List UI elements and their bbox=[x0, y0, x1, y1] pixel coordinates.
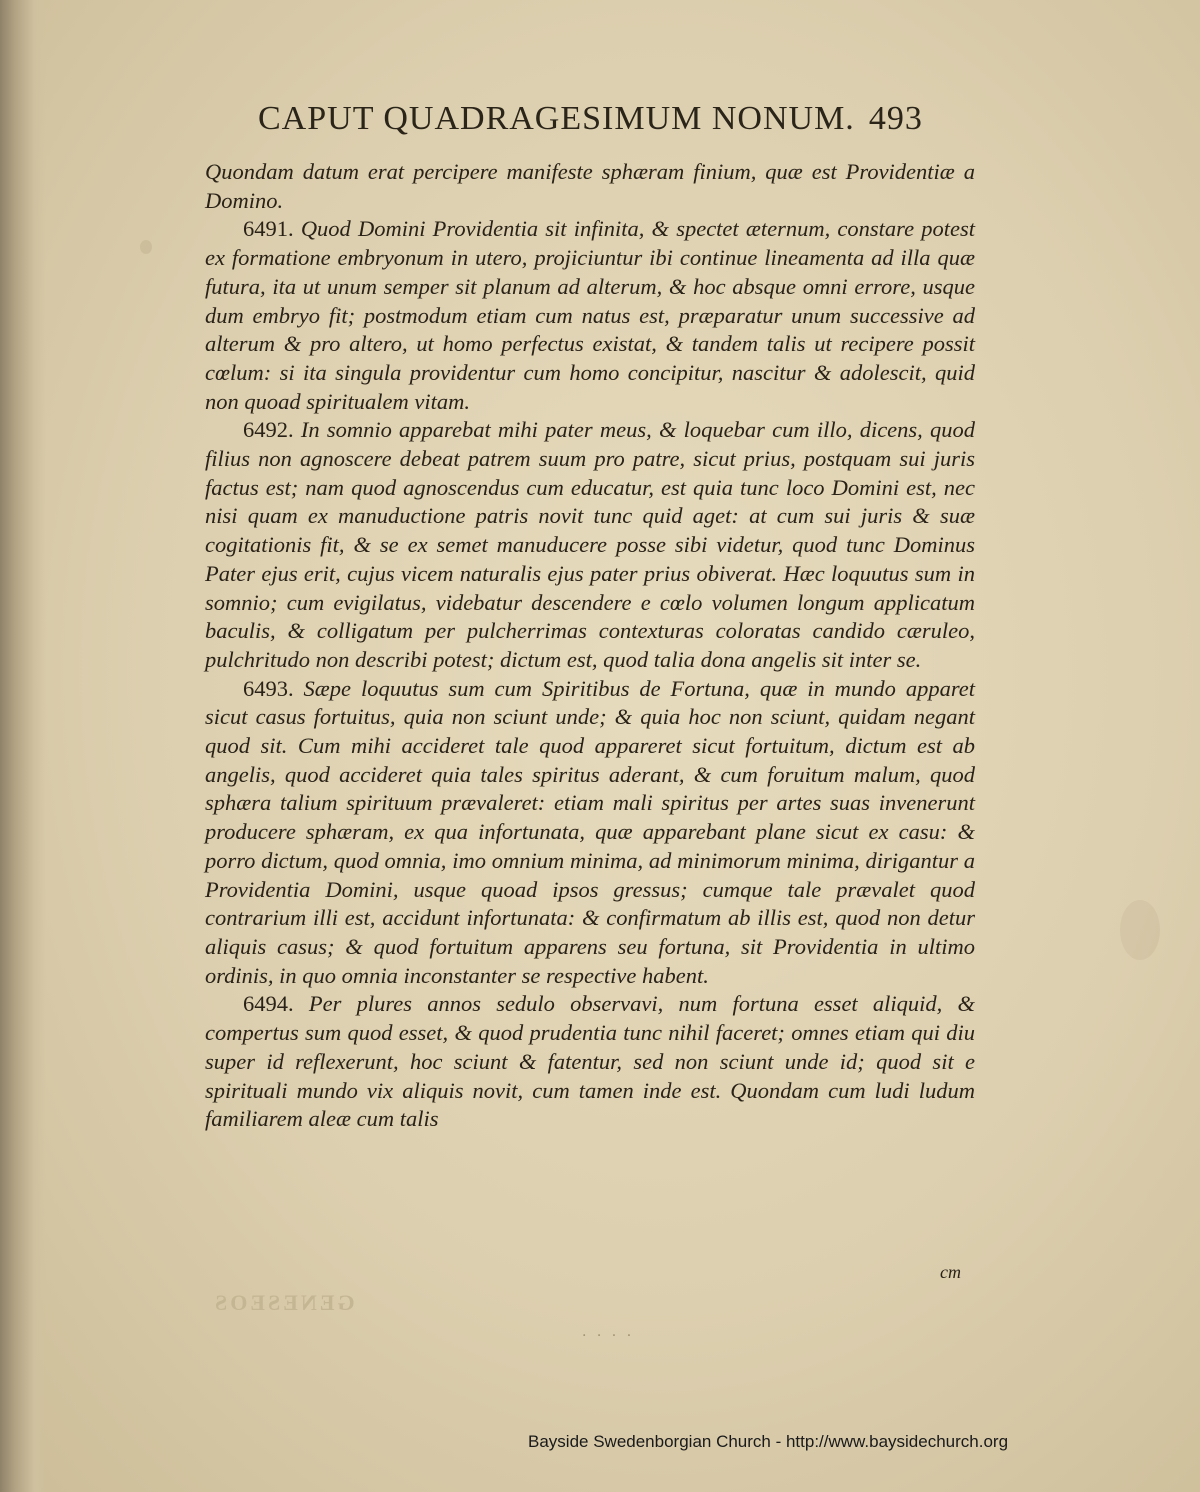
paragraph bbox=[205, 215, 975, 416]
paragraph bbox=[205, 158, 975, 215]
paragraph bbox=[205, 990, 975, 1134]
page-number: 493 bbox=[868, 100, 923, 137]
catchword: cm bbox=[940, 1262, 961, 1282]
paragraph-number: 6491. bbox=[243, 216, 294, 242]
paragraph bbox=[205, 416, 975, 674]
paragraph-text: Quondam datum erat percipere manifeste sphæram finium, quæ est Providentiæ a Domino. bbox=[205, 159, 975, 213]
binding-gutter bbox=[0, 0, 46, 1492]
paragraph-text: Per plures annos sedulo observavi, num fortuna esset aliquid, & compertus sum quod esset, & quod prudentia tunc nihil faceret; omnes etiam qui diu super id reflexerunt, hoc sciunt & fatentur, sed non sciunt unde id; quod sit e spirituali mundo vix aliquis novit, cum tamen inde est. Quondam cum ludi ludum familiarem aleæ cum talis bbox=[205, 991, 976, 1132]
paragraph-text: Quod Domini Providentia sit infinita, & spectet æternum, constare potest ex formatione embryonum in utero, projiciuntur ibi continue lineamenta ad illa quæ futura, ita ut unum semper sit planum ad alterum, & hoc absque omni errore, usque dum embryo fit; postmodum etiam cum natus est, præparatur unum successive ad alterum & pro altero, ut homo perfectus existat, & tandem talis ut recipere possit cœlum: si ita singula providentur cum homo concipitur, nascitur & adolescit, quid non quoad spiritualem vitam. bbox=[205, 216, 975, 414]
header-title: CAPUT QUADRAGESIMUM NONUM. bbox=[258, 100, 855, 137]
paragraph-number: 6493. bbox=[243, 675, 294, 701]
running-header bbox=[258, 100, 978, 150]
show-through-text: GENESEOS bbox=[212, 1290, 355, 1315]
paragraph-number: 6494. bbox=[243, 991, 294, 1017]
body-text bbox=[205, 158, 975, 1134]
paragraph bbox=[205, 675, 975, 991]
paragraph-number: 6492. bbox=[243, 417, 294, 443]
paper-stain bbox=[1120, 900, 1160, 960]
paragraph-text: Sæpe loquutus sum cum Spiritibus de Fortuna, quæ in mundo apparet sicut casus fortuitus, quia non sciunt unde; & quia hoc non sciunt, quidam negant quod sit. Cum mihi accideret tale quod appareret sicut fortuitum, dictum est ab angelis, quod accideret quia tales spiritus aderant, & cum foruitum malum, quod sphæra talium spirituum prævaleret: etiam mali spiritus per artes suas invenerunt producere sphæram, ex qua infortunata, quæ apparebant plane sicut ex casu: & porro dictum, quod omnia, imo omnium minima, ad minimorum minima, dirigantur a Providentia Domini, usque quoad ipsos gressus; cumque tale prævalet quod contrarium illi est, accidunt infortunata: & confirmatum ab illis est, quod non detur aliquis casus; & quod fortuitum apparens seu fortuna, sit Providentia in ultimo ordinis, in quo omnia inconstanter se respective habent. bbox=[205, 675, 975, 988]
paper-stain bbox=[140, 240, 152, 254]
decorative-dots: · · · · bbox=[582, 1328, 635, 1344]
site-credit: Bayside Swedenborgian Church - http://www.baysidechurch.org bbox=[528, 1432, 1009, 1451]
paragraph-text: In somnio apparebat mihi pater meus, & loquebar cum illo, dicens, quod filius non agnoscere debeat patrem suum pro patre, sicut prius, postquam sui juris factus est; nam quod agnoscendus cum educatur, est quia tunc loco Domini est, nec nisi quam ex manuductione patris novit tunc quid aget: at cum sui juris & suæ cogitationis fit, & se ex semet manuducere posse sibi videtur, quod tunc Dominus Pater ejus erit, cujus vicem naturalis ejus pater prius obiverat. Hæc loquutus sum in somnio; cum evigilatus, videbatur descendere e cœlo volumen longum applicatum baculis, & colligatum per pulcherrimas contexturas coloratas candido cæruleo, pulchritudo non describi potest; dictum est, quod talia dona angelis sit inter se. bbox=[205, 417, 976, 672]
